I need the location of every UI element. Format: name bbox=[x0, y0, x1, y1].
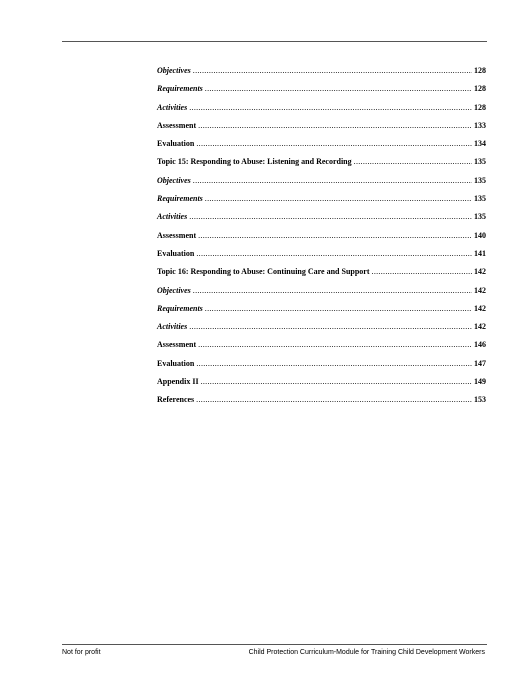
toc-entry-label: Activities bbox=[157, 322, 188, 332]
toc-entry[interactable] bbox=[157, 117, 486, 135]
toc-entry-page-number: 142 bbox=[474, 267, 486, 277]
toc-entry[interactable] bbox=[157, 227, 486, 245]
toc-entry-label: References bbox=[157, 395, 195, 405]
toc-entry-label: Assessment bbox=[157, 120, 197, 130]
toc-entry-label: Objectives bbox=[157, 66, 191, 75]
toc-entry[interactable] bbox=[157, 263, 486, 281]
table-of-contents bbox=[157, 62, 486, 410]
toc-dot-leader bbox=[193, 172, 472, 190]
toc-entry-page-number: 128 bbox=[474, 102, 486, 112]
toc-entry-label: Evaluation bbox=[157, 139, 195, 149]
toc-entry[interactable] bbox=[157, 355, 486, 373]
toc-dot-leader bbox=[196, 355, 472, 373]
toc-entry-page-number: 135 bbox=[474, 212, 486, 222]
toc-entry-page-number: 141 bbox=[474, 248, 486, 258]
header-rule bbox=[62, 41, 487, 42]
toc-dot-leader bbox=[198, 336, 472, 354]
toc-entry-label: Assessment bbox=[157, 230, 197, 240]
toc-entry[interactable] bbox=[157, 391, 486, 409]
toc-entry-label: Appendix II bbox=[157, 377, 199, 387]
footer-left-text: Not for profit bbox=[62, 649, 101, 656]
toc-entry[interactable] bbox=[157, 336, 486, 354]
toc-dot-leader bbox=[198, 117, 472, 135]
toc-dot-leader bbox=[196, 245, 472, 263]
toc-dot-leader bbox=[196, 391, 472, 409]
toc-dot-leader bbox=[205, 300, 472, 318]
toc-entry[interactable] bbox=[157, 135, 486, 153]
toc-entry-label: Requirements bbox=[157, 84, 203, 94]
toc-entry[interactable] bbox=[157, 80, 486, 98]
toc-entry-label: Topic 15: Responding to Abuse: Listening and Recording bbox=[157, 157, 352, 167]
footer-right-text: Child Protection Curriculum-Module for Training Child Development Workers bbox=[248, 649, 485, 656]
toc-entry[interactable] bbox=[157, 190, 486, 208]
toc-entry[interactable] bbox=[157, 373, 486, 391]
toc-dot-leader bbox=[193, 282, 472, 300]
toc-dot-leader bbox=[372, 263, 472, 281]
toc-entry-page-number: 140 bbox=[474, 230, 486, 240]
toc-entry[interactable] bbox=[157, 62, 486, 80]
toc-entry-page-number: 128 bbox=[474, 84, 486, 94]
toc-entry[interactable] bbox=[157, 282, 486, 300]
toc-entry-label: Assessment bbox=[157, 340, 197, 350]
toc-dot-leader bbox=[354, 153, 472, 171]
toc-entry-label: Activities bbox=[157, 102, 188, 112]
toc-entry-page-number: 135 bbox=[474, 157, 486, 167]
toc-entry-label: Topic 16: Responding to Abuse: Continuing Care and Support bbox=[157, 267, 370, 277]
toc-entry[interactable] bbox=[157, 153, 486, 171]
toc-entry-page-number: 142 bbox=[474, 303, 486, 313]
toc-entry-page-number: 135 bbox=[474, 175, 486, 185]
footer-rule bbox=[62, 644, 487, 645]
toc-entry-page-number: 135 bbox=[474, 194, 486, 204]
toc-entry-page-number: 142 bbox=[474, 285, 486, 295]
toc-dot-leader bbox=[198, 227, 472, 245]
toc-entry[interactable] bbox=[157, 245, 486, 263]
toc-dot-leader bbox=[205, 80, 472, 98]
toc-entry-label: Objectives bbox=[157, 175, 191, 185]
toc-entry-page-number: 153 bbox=[474, 395, 486, 405]
toc-entry[interactable] bbox=[157, 300, 486, 318]
toc-entry-label: Evaluation bbox=[157, 358, 195, 368]
toc-dot-leader bbox=[193, 62, 472, 80]
toc-dot-leader bbox=[196, 135, 472, 153]
toc-entry-label: Evaluation bbox=[157, 248, 195, 258]
toc-entry-label: Requirements bbox=[157, 194, 203, 204]
toc-entry-label: Activities bbox=[157, 212, 188, 222]
toc-entry[interactable] bbox=[157, 172, 486, 190]
toc-entry-page-number: 146 bbox=[474, 340, 486, 350]
toc-dot-leader bbox=[189, 99, 472, 117]
toc-entry-page-number: 128 bbox=[474, 66, 486, 75]
toc-entry[interactable] bbox=[157, 99, 486, 117]
toc-entry-page-number: 147 bbox=[474, 358, 486, 368]
toc-entry[interactable] bbox=[157, 318, 486, 336]
toc-entry-label: Requirements bbox=[157, 303, 203, 313]
toc-dot-leader bbox=[189, 318, 472, 336]
toc-entry[interactable] bbox=[157, 208, 486, 226]
toc-entry-page-number: 149 bbox=[474, 377, 486, 387]
toc-entry-page-number: 142 bbox=[474, 322, 486, 332]
toc-entry-page-number: 134 bbox=[474, 139, 486, 149]
toc-dot-leader bbox=[201, 373, 472, 391]
toc-dot-leader bbox=[189, 208, 472, 226]
toc-entry-page-number: 133 bbox=[474, 120, 486, 130]
toc-dot-leader bbox=[205, 190, 472, 208]
toc-entry-label: Objectives bbox=[157, 285, 191, 295]
